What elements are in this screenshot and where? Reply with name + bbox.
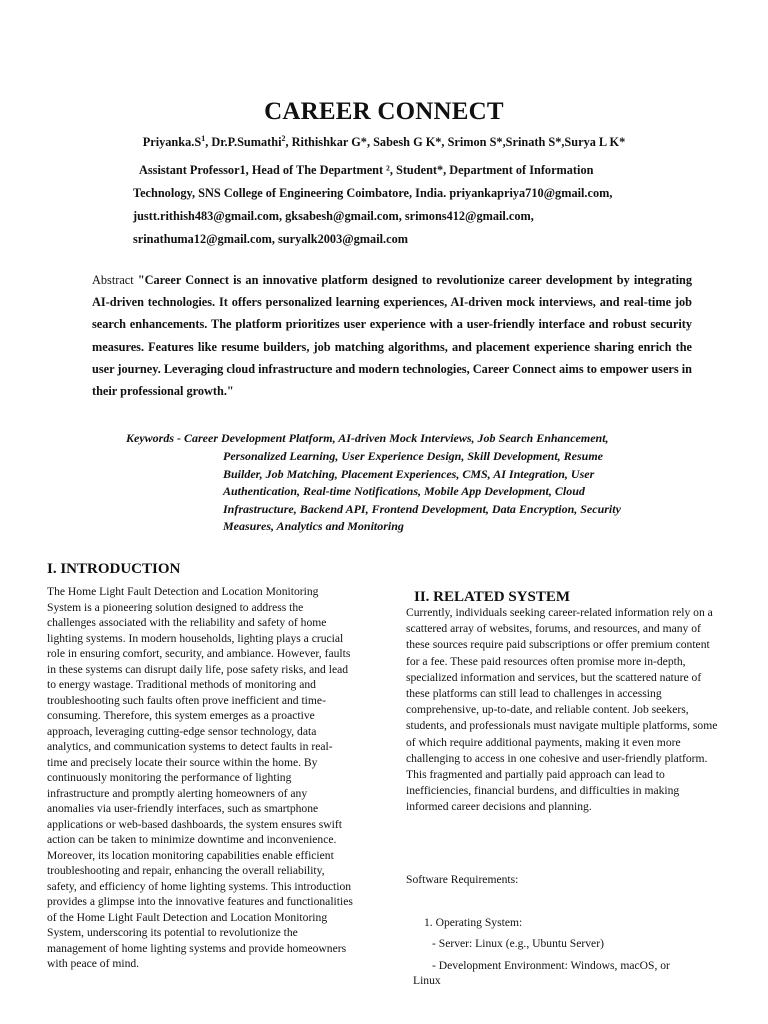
dev-env-line: - Development Environment: Windows, macOS, or	[432, 959, 670, 972]
abstract-label: Abstract	[92, 273, 138, 287]
server-os-line: - Server: Linux (e.g., Ubuntu Server)	[432, 937, 604, 950]
affiliation-line-4: srinathuma12@gmail.com, suryalk2003@gmail.com	[133, 232, 408, 246]
related-system-heading: II. RELATED SYSTEM	[414, 589, 571, 605]
abstract	[92, 269, 692, 402]
software-requirements-label: Software Requirements:	[406, 873, 519, 886]
author-list	[0, 134, 768, 150]
author-2: Dr.P.Sumathi	[211, 135, 282, 150]
affiliation-line-2: Technology, SNS College of Engineering Coimbatore, India. priyankapriya710@gmail.com,	[133, 186, 613, 200]
keywords-continued: Personalized Learning, User Experience Design, Skill Development, Resume Builder, Job Matching, Placement Experiences, CMS, AI Integration, User Authentication, Real-time Notifications, Mobile App Development, Cloud Infrastructure, Backend API, Frontend Development, Data Encryption, Security Measures, Analytics and Monitoring	[223, 449, 621, 534]
author-1-affiliation-mark: 1	[201, 134, 206, 143]
dev-env-line-continued: Linux	[413, 974, 441, 987]
author-1: Priyanka.S	[142, 135, 202, 150]
affiliation-line-3: justt.rithish483@gmail.com, gksabesh@gmail.com, srimons412@gmail.com,	[133, 209, 534, 223]
introduction-heading: I. INTRODUCTION	[47, 561, 181, 577]
author-separator: ,	[205, 135, 212, 150]
os-list-item: 1. Operating System:	[424, 916, 523, 929]
paper-title: CAREER CONNECT	[264, 98, 504, 125]
related-system-body: Currently, individuals seeking career-related information rely on a scattered array of websites, forums, and resources, and many of these sources require paid subscriptions or offer premium content for a fee. These paid resources often promise more in-depth, specialized information and services, but the scattered nature of these platforms can still lead to challenges in accessing comprehensive, up-to-date, and reliable content. Job seekers, students, and professionals must navigate multiple platforms, some of which require additional payments, making it even more challenging to access in one cohesive and user-friendly platform. This fragmented and partially paid approach can lead to inefficiencies, financial burdens, and difficulties in making informed career decisions and planning.	[406, 606, 718, 814]
introduction-body: The Home Light Fault Detection and Location Monitoring System is a pioneering solution designed to address the challenges associated with the reliability and safety of home lighting systems. In modern households, lighting plays a crucial role in ensuring comfort, security, and ambiance. However, faults in these systems can disrupt daily life, pose safety risks, and lead to energy wastage. Traditional methods of monitoring and troubleshooting such faults often prove inefficient and time-consuming. Therefore, this system emerges as a proactive approach, leveraging cutting-edge sensor technology, data analytics, and communication systems to detect faults in real-time and precisely locate their source within the home. By continuously monitoring the performance of lighting infrastructure and promptly alerting homeowners of any anomalies via user-friendly interfaces, such as smartphone applications or web-based dashboards, the system ensures swift action can be taken to minimize downtime and inconvenience. Moreover, its location monitoring capabilities enable efficient troubleshooting and repair, enhancing the overall reliability, safety, and efficiency of home lighting systems. This introduction provides a glimpse into the innovative features and functionalities of the Home Light Fault Detection and Location Monitoring System, underscoring its potential to revolutionize the management of home lighting systems and provide homeowners with peace of mind.	[47, 585, 353, 970]
other-authors: , Rithishkar G*, Sabesh G K*, Srimon S*,Srinath S*,Surya L K*	[285, 135, 626, 150]
author-2-affiliation-mark: 2	[281, 134, 286, 143]
abstract-text: "Career Connect is an innovative platform designed to revolutionize career development by integrating AI-driven technologies. It offers personalized learning experiences, AI-driven mock interviews, and real-time job search enhancements. The platform prioritizes user experience with a user-friendly interface and robust security measures. Features like resume builders, job matching algorithms, and placement experience sharing enrich the user journey. Leveraging cloud infrastructure and modern technologies, Career Connect aims to empower users in their professional growth."	[92, 273, 692, 399]
affiliation-line-1: Assistant Professor1, Head of The Department ², Student*, Department of Information	[139, 163, 594, 177]
keywords-first-line: Keywords - Career Development Platform, AI-driven Mock Interviews, Job Search Enhancement,	[126, 431, 609, 445]
